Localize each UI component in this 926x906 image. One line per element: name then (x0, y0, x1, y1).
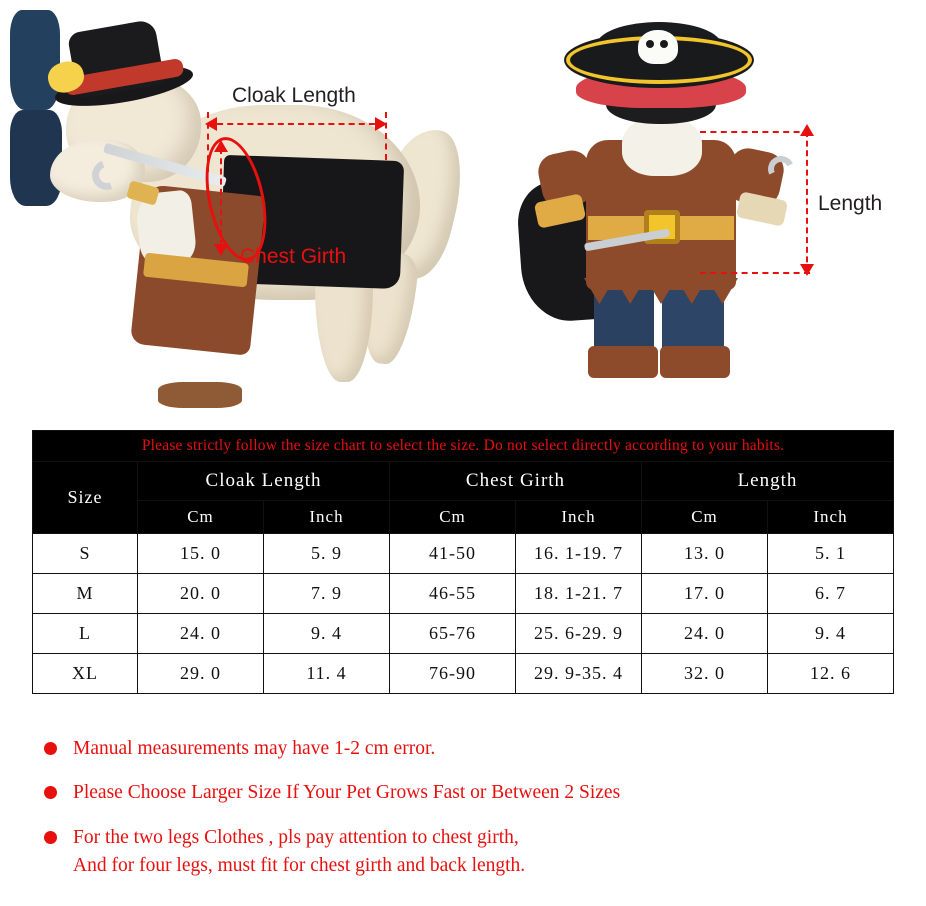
header-cloak-cm: Cm (138, 501, 264, 534)
length-label: Length (818, 192, 883, 215)
header-size: Size (33, 462, 138, 534)
notes-list (44, 735, 904, 896)
cell-size: XL (33, 654, 138, 694)
table-row (33, 534, 894, 574)
costume-collar (622, 116, 702, 176)
cloak-length-arrow-right (375, 117, 387, 131)
cell-chest-cm: 41-50 (390, 534, 516, 574)
bullet-icon (44, 742, 57, 755)
costume-pant-cuff (158, 382, 242, 408)
costume-pant-cuff-front-right (660, 346, 730, 378)
length-arrow-line (806, 131, 808, 272)
cell-cloak-cm: 20. 0 (138, 574, 264, 614)
header-chest-girth: Chest Girth (390, 462, 642, 501)
cell-length-in: 5. 1 (768, 534, 894, 574)
header-chest-cm: Cm (390, 501, 516, 534)
header-cloak-length: Cloak Length (138, 462, 390, 501)
note-text: Please Choose Larger Size If Your Pet Grows Fast or Between 2 Sizes (73, 782, 621, 804)
list-item (44, 779, 904, 807)
cell-size: S (33, 534, 138, 574)
cell-length-in: 12. 6 (768, 654, 894, 694)
cell-chest-in: 25. 6-29. 9 (516, 614, 642, 654)
cell-length-in: 6. 7 (768, 574, 894, 614)
cell-size: L (33, 614, 138, 654)
costume-front-view-photo (510, 10, 840, 410)
size-chart-table (32, 430, 894, 694)
cell-length-in: 9. 4 (768, 614, 894, 654)
cloak-length-arrow-line (207, 123, 385, 125)
table-row (33, 574, 894, 614)
header-length: Length (642, 462, 894, 501)
cell-cloak-cm: 24. 0 (138, 614, 264, 654)
header-chest-inch: Inch (516, 501, 642, 534)
length-arrow-up (800, 124, 814, 136)
cell-chest-in: 18. 1-21. 7 (516, 574, 642, 614)
cell-cloak-cm: 29. 0 (138, 654, 264, 694)
cell-size: M (33, 574, 138, 614)
cell-length-cm: 24. 0 (642, 614, 768, 654)
cell-length-cm: 17. 0 (642, 574, 768, 614)
header-cloak-inch: Inch (264, 501, 390, 534)
header-length-cm: Cm (642, 501, 768, 534)
chest-girth-arrow-down (214, 244, 228, 256)
table-row (33, 614, 894, 654)
bullet-icon (44, 786, 57, 799)
table-row (33, 654, 894, 694)
costume-arm-cuff-right (736, 191, 788, 226)
cell-chest-in: 29. 9-35. 4 (516, 654, 642, 694)
cell-cloak-in: 5. 9 (264, 534, 390, 574)
note-text: Manual measurements may have 1-2 cm error. (73, 738, 436, 759)
cloak-length-label: Cloak Length (232, 84, 356, 107)
skull-icon (638, 30, 678, 64)
cell-cloak-in: 7. 9 (264, 574, 390, 614)
header-length-inch: Inch (768, 501, 894, 534)
cell-cloak-in: 11. 4 (264, 654, 390, 694)
cloak-length-arrow-left (205, 117, 217, 131)
product-photos (0, 0, 926, 420)
costume-pant-left (10, 10, 60, 110)
cell-cloak-cm: 15. 0 (138, 534, 264, 574)
chest-girth-arrow-up (214, 140, 228, 152)
length-arrow-down (800, 264, 814, 276)
cell-chest-in: 16. 1-19. 7 (516, 534, 642, 574)
cell-chest-cm: 46-55 (390, 574, 516, 614)
list-item (44, 735, 904, 763)
note-text: For the two legs Clothes , pls pay attention to chest girth, (73, 826, 519, 848)
size-chart-note: Please strictly follow the size chart to select the size. Do not select directly according to your habits. (33, 431, 894, 462)
length-top-guide (700, 131, 810, 133)
list-item (44, 824, 904, 881)
cell-length-cm: 13. 0 (642, 534, 768, 574)
chest-girth-arrow-line (220, 148, 222, 246)
bullet-icon (44, 831, 57, 844)
chest-girth-label: Chest Girth (240, 245, 347, 268)
costume-pant-cuff-front-left (588, 346, 658, 378)
cell-length-cm: 32. 0 (642, 654, 768, 694)
length-bottom-guide (700, 272, 810, 274)
cell-chest-cm: 65-76 (390, 614, 516, 654)
cell-chest-cm: 76-90 (390, 654, 516, 694)
size-chart-table-wrap (32, 430, 894, 694)
note-text-second-line: And for four legs, must fit for chest girth and back length. (73, 854, 526, 876)
cell-cloak-in: 9. 4 (264, 614, 390, 654)
